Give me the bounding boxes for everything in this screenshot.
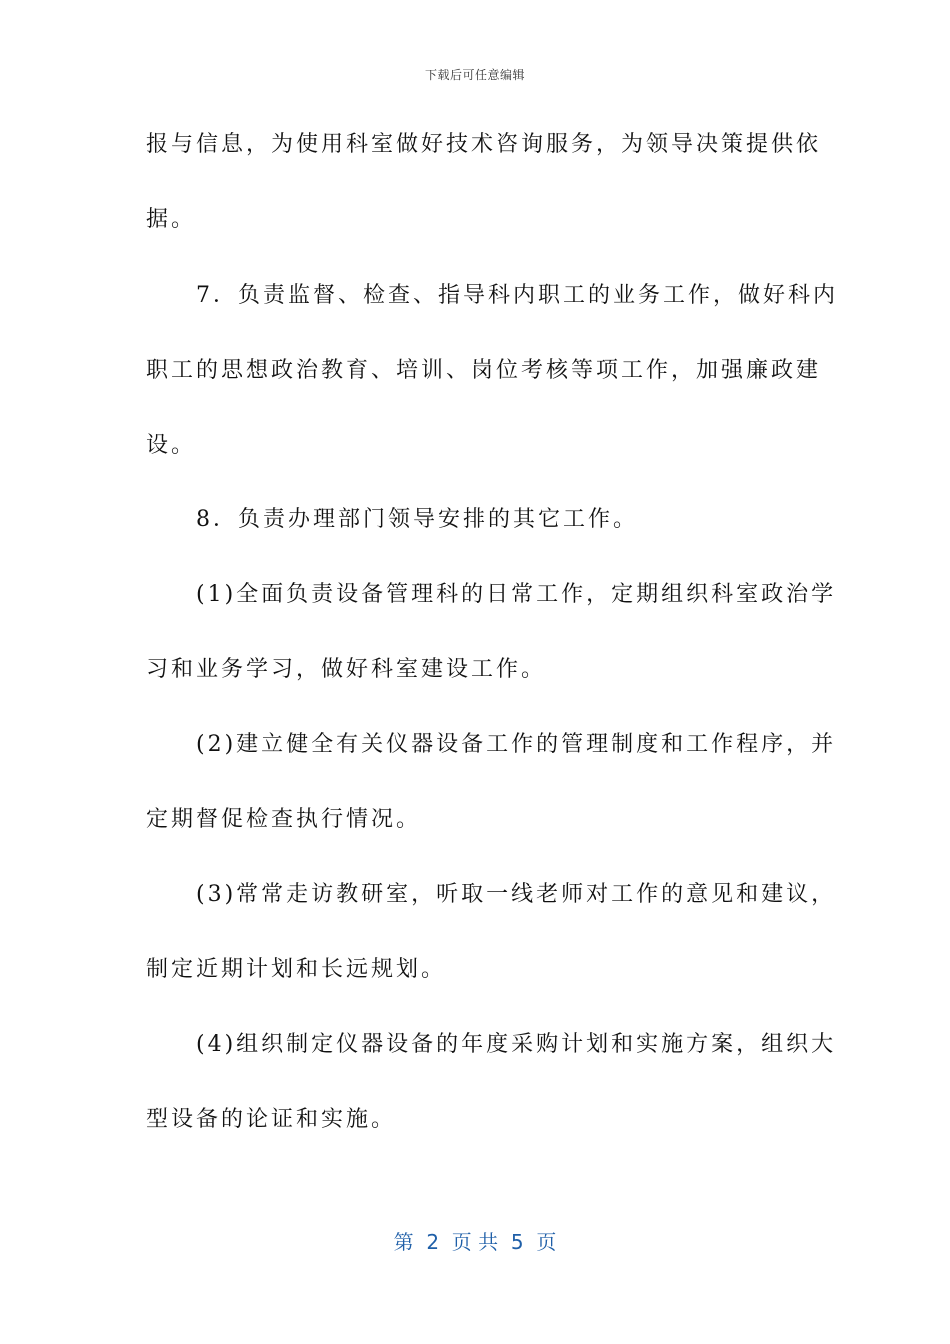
body-line: 型设备的论证和实施。 xyxy=(146,1107,397,1132)
body-line: 7．负责监督、检查、指导科内职工的业务工作，做好科内 xyxy=(146,283,838,308)
body-line: 习和业务学习，做好科室建设工作。 xyxy=(146,657,547,682)
body-line: 据。 xyxy=(146,207,197,232)
body-line: (3)常常走访教研室，听取一线老师对工作的意见和建议， xyxy=(146,882,837,907)
page-number-footer: 第 2 页 共 5 页 xyxy=(393,1230,557,1254)
body-line: (1)全面负责设备管理科的日常工作，定期组织科室政治学 xyxy=(146,582,837,607)
page-header-note: 下载后可任意编辑 xyxy=(424,68,525,82)
body-line: 制定近期计划和长远规划。 xyxy=(146,957,447,982)
body-line: 8．负责办理部门领导安排的其它工作。 xyxy=(146,507,638,532)
body-line: (4)组织制定仪器设备的年度采购计划和实施方案，组织大 xyxy=(146,1032,837,1057)
body-line: 定期督促检查执行情况。 xyxy=(146,807,422,832)
body-line: 报与信息，为使用科室做好技术咨询服务，为领导决策提供依 xyxy=(146,132,822,157)
body-line: (2)建立健全有关仪器设备工作的管理制度和工作程序，并 xyxy=(146,732,837,757)
body-line: 设。 xyxy=(146,433,197,458)
body-line: 职工的思想政治教育、培训、岗位考核等项工作，加强廉政建 xyxy=(146,358,822,383)
